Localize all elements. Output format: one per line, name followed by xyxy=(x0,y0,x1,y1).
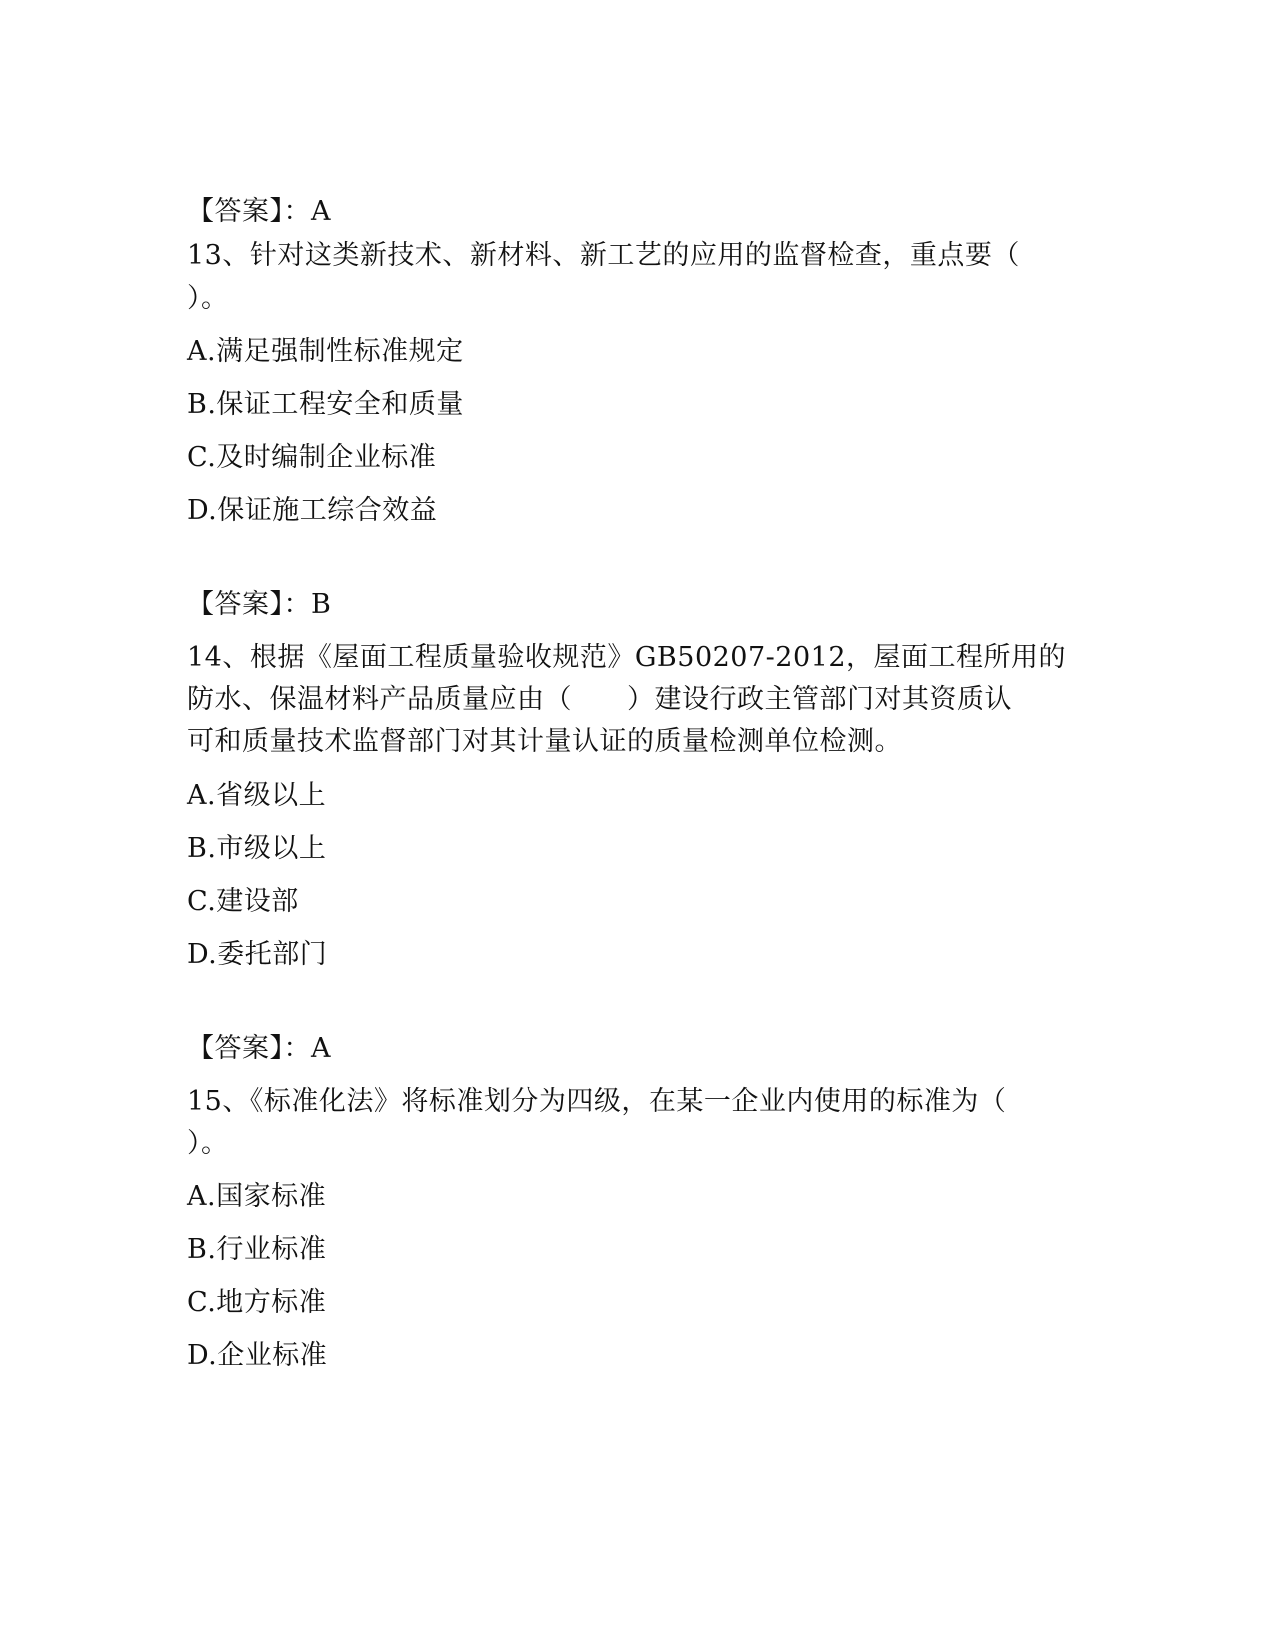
question-14-option-c: C.建设部 xyxy=(187,886,299,917)
question-14-option-a: A.省级以上 xyxy=(187,780,327,811)
question-14-option-b: B.市级以上 xyxy=(187,833,327,864)
answer-label: 【答案】：A xyxy=(187,1033,331,1064)
question-15-line-2: ）。 xyxy=(187,1128,229,1159)
answer-label: 【答案】：A xyxy=(187,196,331,227)
question-13-line-2: ）。 xyxy=(187,283,229,314)
question-13-option-a: A.满足强制性标准规定 xyxy=(187,336,464,367)
question-13-option-c: C.及时编制企业标准 xyxy=(187,442,437,473)
question-15-option-b: B.行业标准 xyxy=(187,1234,327,1265)
question-15-option-c: C.地方标准 xyxy=(187,1287,327,1318)
question-14-line-2: 防水、保温材料产品质量应由（ ）建设行政主管部门对其资质认 xyxy=(187,684,1012,715)
question-15-option-a: A.国家标准 xyxy=(187,1181,327,1212)
question-15-option-d: D.企业标准 xyxy=(187,1340,328,1371)
question-14-line-1: 14、根据《屋面工程质量验收规范》GB50207-2012，屋面工程所用的 xyxy=(187,642,1066,673)
question-13-option-b: B.保证工程安全和质量 xyxy=(187,389,464,420)
question-15-line-1: 15、《标准化法》将标准划分为四级，在某一企业内使用的标准为（ xyxy=(187,1086,1007,1117)
question-14-line-3: 可和质量技术监督部门对其计量认证的质量检测单位检测。 xyxy=(187,726,902,757)
answer-label: 【答案】：B xyxy=(187,589,332,620)
question-13-option-d: D.保证施工综合效益 xyxy=(187,495,438,526)
question-14-option-d: D.委托部门 xyxy=(187,939,328,970)
question-13-line-1: 13、针对这类新技术、新材料、新工艺的应用的监督检查，重点要（ xyxy=(187,240,1020,271)
